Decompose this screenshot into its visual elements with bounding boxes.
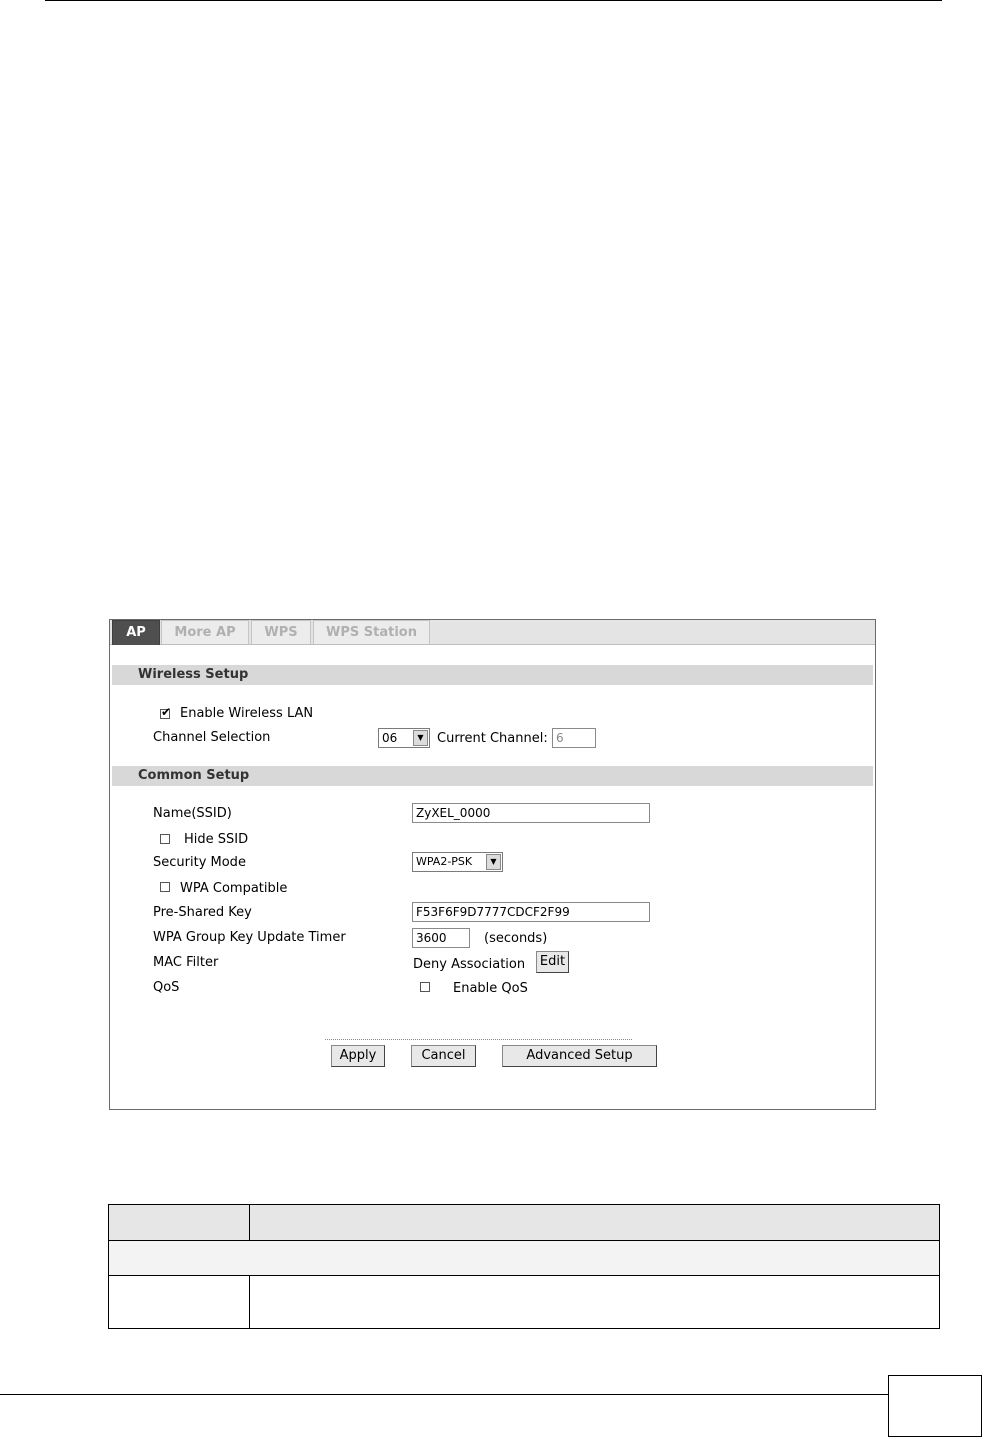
button-divider [325, 1039, 632, 1040]
common-setup-header: Common Setup [112, 766, 873, 786]
wireless-setup-header: Wireless Setup [112, 665, 873, 685]
table-cell [250, 1276, 940, 1329]
dropdown-arrow-icon[interactable]: ▼ [486, 854, 501, 870]
table-header-cell [109, 1205, 250, 1241]
current-channel-label: Current Channel: [437, 731, 548, 746]
enable-qos-checkbox[interactable] [420, 982, 430, 992]
tab-wps[interactable]: WPS [251, 620, 311, 644]
psk-label: Pre-Shared Key [153, 905, 252, 920]
top-rule [45, 0, 942, 1]
table-header-cell [250, 1205, 940, 1241]
table-cell [109, 1276, 250, 1329]
description-table [108, 1204, 940, 1329]
mac-filter-value: Deny Association [413, 957, 526, 972]
enable-qos-label: Enable QoS [453, 981, 528, 996]
wpa-compatible-checkbox[interactable] [160, 882, 170, 892]
security-mode-label: Security Mode [153, 855, 246, 870]
dropdown-arrow-icon[interactable]: ▼ [413, 730, 428, 746]
table-row [109, 1276, 940, 1329]
tab-more-ap[interactable]: More AP [161, 620, 249, 644]
qos-label: QoS [153, 980, 180, 995]
group-key-timer-input[interactable]: 3600 [412, 928, 470, 948]
footer-rule [0, 1394, 888, 1395]
channel-selection-label: Channel Selection [153, 730, 271, 745]
security-mode-select[interactable] [412, 852, 503, 872]
checkmark-icon: ✔ [161, 705, 172, 719]
ssid-label: Name(SSID) [153, 806, 232, 821]
hide-ssid-label: Hide SSID [184, 832, 249, 847]
tab-wps-station[interactable]: WPS Station [313, 620, 430, 644]
ssid-input[interactable]: ZyXEL_0000 [412, 803, 650, 823]
page-number-box [888, 1375, 982, 1437]
mac-filter-label: MAC Filter [153, 955, 219, 970]
enable-wireless-lan-checkbox[interactable] [160, 705, 172, 719]
wpa-compatible-label: WPA Compatible [180, 881, 288, 896]
table-row [109, 1241, 940, 1276]
group-key-timer-label: WPA Group Key Update Timer [153, 930, 346, 945]
enable-wireless-lan-label: Enable Wireless LAN [180, 706, 314, 721]
group-key-timer-unit: (seconds) [484, 931, 548, 946]
security-mode-value: WPA2-PSK [416, 855, 473, 868]
table-cell [109, 1241, 940, 1276]
ap-settings-screenshot [109, 619, 876, 1110]
tab-bar [110, 620, 875, 645]
channel-select-value: 06 [382, 731, 398, 745]
channel-select[interactable] [378, 728, 430, 748]
psk-input[interactable]: F53F6F9D7777CDCF2F99 [412, 902, 650, 922]
cancel-button[interactable]: Cancel [411, 1045, 476, 1067]
tab-ap[interactable]: AP [112, 620, 160, 645]
hide-ssid-checkbox[interactable] [160, 834, 170, 844]
table-header-row [109, 1205, 940, 1241]
advanced-setup-button[interactable]: Advanced Setup [502, 1045, 657, 1067]
current-channel-field: 6 [552, 728, 596, 748]
edit-button[interactable]: Edit [536, 951, 569, 973]
apply-button[interactable]: Apply [331, 1045, 385, 1067]
